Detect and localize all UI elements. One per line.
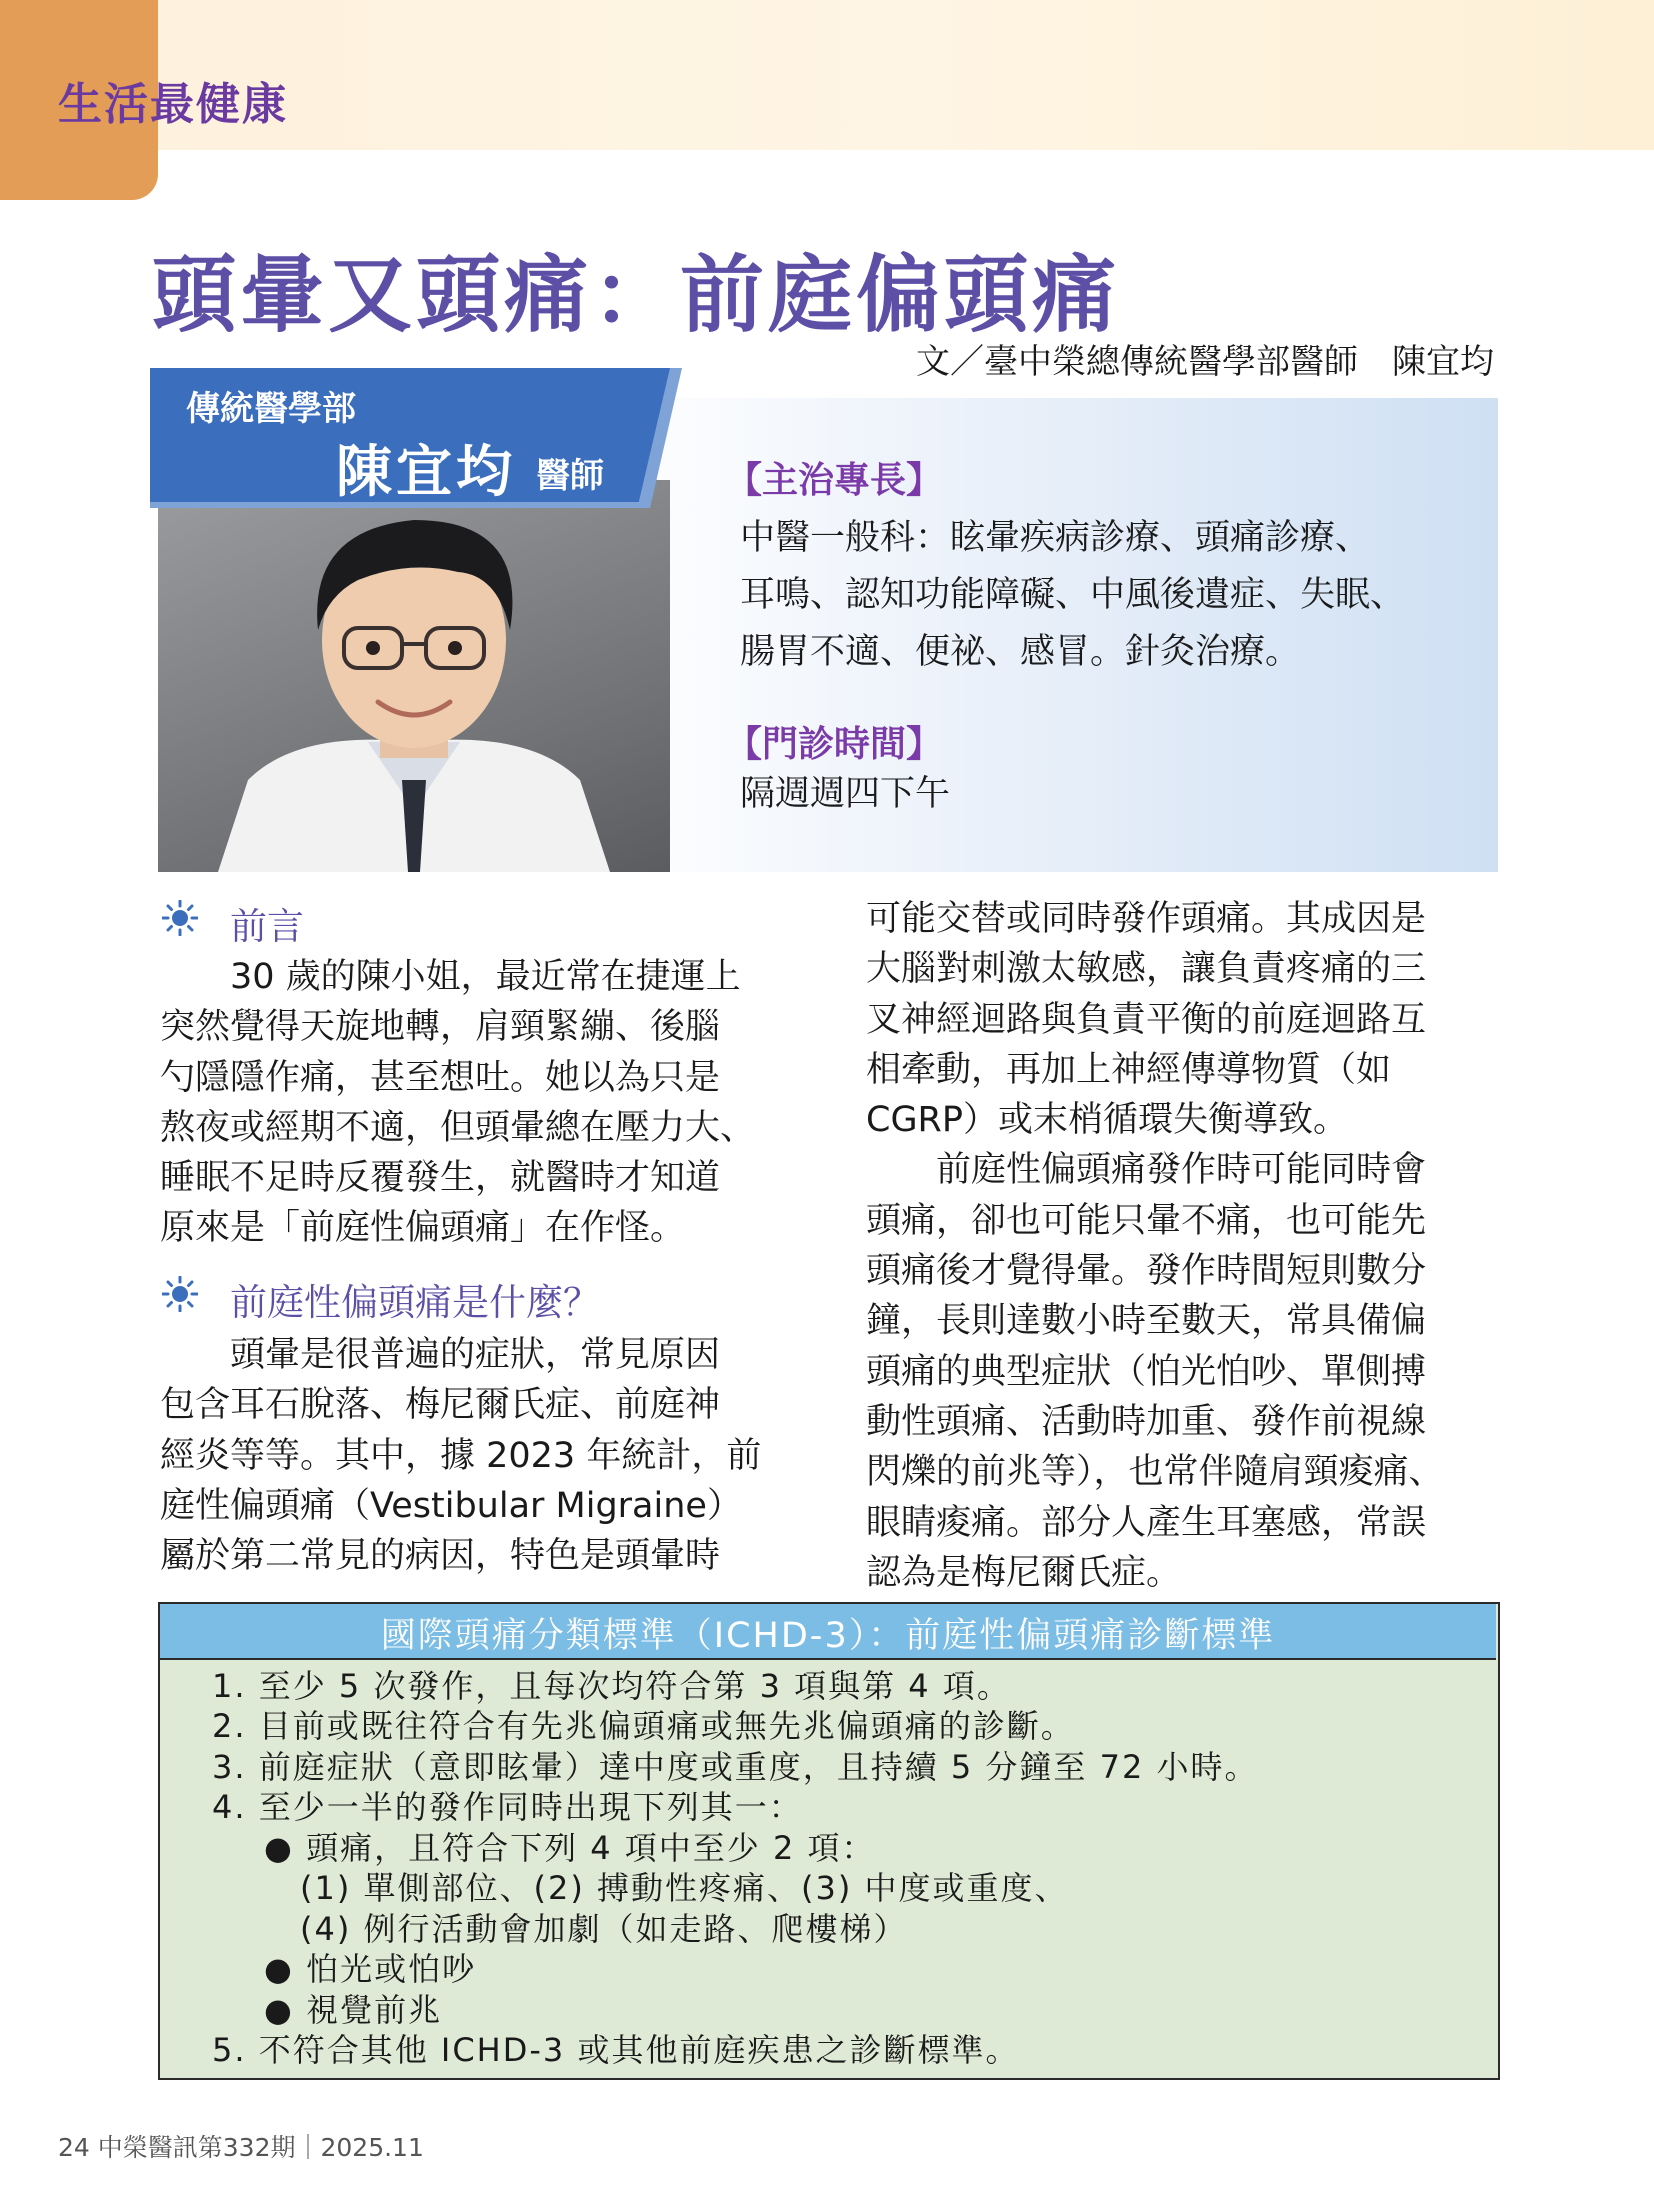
specialty-heading: 【主治專長】 <box>726 460 943 501</box>
sun-icon <box>162 900 198 936</box>
text-line: 相牽動，再加上神經傳導物質（如 <box>866 1049 1392 1090</box>
doctor-portrait-icon <box>158 480 670 872</box>
text-line: 頭痛，卻也可能只暈不痛，也可能先 <box>866 1200 1427 1241</box>
specialty-line: 耳鳴、認知功能障礙、中風後遺症、失眠、 <box>740 575 1406 615</box>
text-line: 庭性偏頭痛（Vestibular Migraine） <box>160 1485 742 1526</box>
criteria-title: 國際頭痛分類標準（ICHD-3）：前庭性偏頭痛診斷標準 <box>380 1616 1276 1656</box>
clinic-time: 隔週週四下午 <box>740 774 951 814</box>
text-line: 動性頭痛、活動時加重、發作前視線 <box>866 1401 1427 1442</box>
specialty-line: 腸胃不適、便祕、感冒。針灸治療。 <box>740 632 1301 672</box>
text-line: 睡眠不足時反覆發生，就醫時才知道 <box>160 1158 721 1199</box>
criteria-item: 5. 不符合其他 ICHD-3 或其他前庭疾患之診斷標準。 <box>212 2031 1020 2069</box>
clinic-heading: 【門診時間】 <box>726 724 943 765</box>
text-line: 大腦對刺激太敏感，讓負責疼痛的三 <box>866 949 1427 990</box>
text-line: 認為是梅尼爾氏症。 <box>866 1552 1182 1593</box>
intro-paragraph <box>160 952 790 1254</box>
text-line: 頭痛的典型症狀（怕光怕吵、單側搏 <box>866 1351 1427 1392</box>
what-paragraph <box>160 1330 790 1581</box>
text-line: 眼睛痠痛。部分人產生耳塞感，常誤 <box>866 1502 1427 1543</box>
right-column-text <box>866 894 1498 1598</box>
criteria-detail: (1) 單側部位、(2) 搏動性疼痛、(3) 中度或重度、 <box>300 1869 1069 1907</box>
text-line: 鐘，長則達數小時至數天，常具備偏 <box>866 1301 1427 1342</box>
text-line: 頭痛後才覺得暈。發作時間短則數分 <box>866 1251 1427 1292</box>
criteria-subitem: ● 視覺前兆 <box>264 1991 443 2029</box>
doctor-photo <box>158 480 670 872</box>
text-line: 前庭性偏頭痛發作時可能同時會 <box>866 1150 1427 1191</box>
department-name: 傳統醫學部 <box>186 389 356 429</box>
specialty-list <box>740 510 1405 681</box>
criteria-subitem: ● 怕光或怕吵 <box>264 1950 477 1988</box>
article-title: 頭暈又頭痛：前庭偏頭痛 <box>152 246 1121 344</box>
criteria-item: 1. 至少 5 次發作，且每次均符合第 3 項與第 4 項。 <box>212 1667 1011 1705</box>
section-heading-what: 前庭性偏頭痛是什麼？ <box>230 1281 600 1324</box>
section-heading-intro: 前言 <box>230 905 304 948</box>
sun-icon <box>162 1276 198 1312</box>
section-title: 生活最健康 <box>58 79 288 130</box>
criteria-detail: (4) 例行活動會加劇（如走路、爬樓梯） <box>300 1910 908 1948</box>
page-footer: 24 中榮醫訊第332期｜2025.11 <box>58 2133 424 2162</box>
doctor-name: 陳宜均 <box>336 440 516 505</box>
doctor-title: 醫師 <box>536 456 604 496</box>
text-line: 原來是「前庭性偏頭痛」在作怪。 <box>160 1208 686 1249</box>
text-line: 頭暈是很普遍的症狀，常見原因 <box>160 1335 721 1375</box>
text-line: 包含耳石脫落、梅尼爾氏症、前庭神 <box>160 1385 721 1426</box>
text-line: CGRP）或末梢循環失衡導致。 <box>866 1100 1348 1141</box>
text-line: 屬於第二常見的病因，特色是頭暈時 <box>160 1536 721 1577</box>
text-line: 勺隱隱作痛，甚至想吐。她以為只是 <box>160 1057 721 1098</box>
text-line: 經炎等等。其中，據 2023 年統計，前 <box>160 1435 762 1476</box>
text-line: 突然覺得天旋地轉，肩頸緊繃、後腦 <box>160 1007 721 1048</box>
text-line: 30 歲的陳小姐，最近常在捷運上 <box>160 957 741 997</box>
criteria-subitem: ● 頭痛，且符合下列 4 項中至少 2 項： <box>264 1829 876 1867</box>
text-line: 閃爍的前兆等），也常伴隨肩頸痠痛、 <box>866 1452 1444 1493</box>
text-line: 叉神經迴路與負責平衡的前庭迴路互 <box>866 999 1427 1040</box>
criteria-item: 3. 前庭症狀（意即眩暈）達中度或重度，且持續 5 分鐘至 72 小時。 <box>212 1748 1259 1786</box>
byline: 文／臺中榮總傳統醫學部醫師 陳宜均 <box>916 342 1494 382</box>
text-line: 熬夜或經期不適，但頭暈總在壓力大、 <box>160 1107 756 1148</box>
criteria-item: 2. 目前或既往符合有先兆偏頭痛或無先兆偏頭痛的診斷。 <box>212 1707 1075 1745</box>
specialty-line: 中醫一般科：眩暈疾病診療、頭痛診療、 <box>740 518 1371 558</box>
criteria-item: 4. 至少一半的發作同時出現下列其一： <box>212 1788 803 1826</box>
text-line: 可能交替或同時發作頭痛。其成因是 <box>866 899 1427 939</box>
